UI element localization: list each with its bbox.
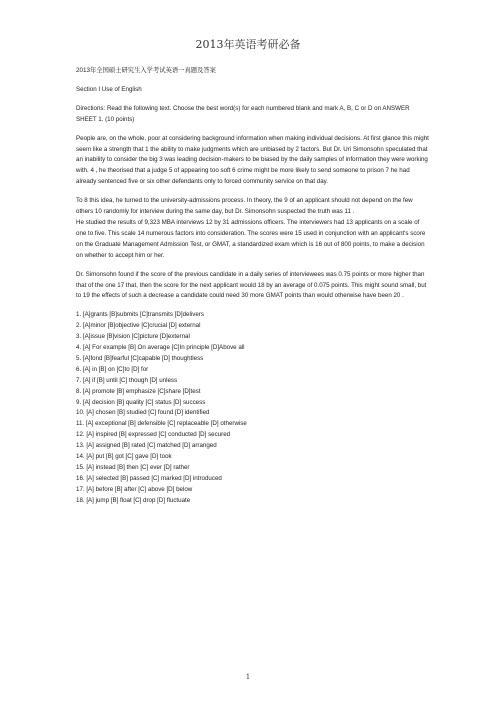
option-line: 8. [A] promote [B] emphasize [C]share [D]test [76, 387, 201, 395]
option-line: 11. [A] exceptional [B] defensible [C] replaceable [D] otherwise [76, 420, 247, 428]
option-line: 5. [A]fond [B]fearful [C]capable [D] thoughtless [76, 354, 204, 362]
option-line: 4. [A] For example [B] On average [C]In principle [D]Above all [76, 344, 245, 352]
option-line: 18. [A] jump [B] float [C] drop [D] fluctuate [76, 496, 191, 504]
page-header: 2013年英语考研必备 [195, 38, 301, 51]
document-title: 2013年全国硕士研究生入学考试英语一真题及答案 [76, 67, 216, 74]
option-line: 6. [A] in [B] on [C]to [D] for [76, 365, 149, 373]
answer-options-list [76, 310, 430, 506]
option-line: 15. [A] instead [B] then [C] ever [D] rather [76, 464, 190, 471]
option-line: 12. [A] inspired [B] expressed [C] conducted [D] secured [76, 431, 231, 439]
section-heading: Section I Use of English [76, 85, 142, 93]
paragraph: He studied the results of 9,323 MBA interviews 12 by 31 admissions officers. The interviewers had 13 applicants on a scale of one to five. This scale 14 numerous factors into consideration. The scores were 15 used in conjunction with an applicant's score on the Graduate Management Admission Test, or GMAT, a standardized exam which is 16 out of 800 points, to make a decision on whether to accept him or her. [76, 218, 426, 259]
document-body [76, 66, 430, 507]
option-line: 17. [A] before [B] after [C] above [D] below [76, 485, 193, 493]
paragraph: Dr. Simonsohn found if the score of the previous candidate in a daily series of interviewees was 0.75 points or more higher than that of the one 17 that, then the score for the next applicant would 18 by an average of 0.075 points. This might sound small, but to 19 the effects of such a decrease a candidate could need 30 more GMAT points than would otherwise have been 20 . [76, 270, 427, 300]
paragraph: To 8 this idea, he turned to the university-admissions process. In theory, the 9 of an applicant should not depend on the few others 10 randomly for interview during the same day, but Dr. Simonsohn suspected the truth was 11 . [76, 197, 413, 216]
option-line: 10. [A] chosen [B] studied [C] found [D] identified [76, 409, 210, 417]
directions-text: Directions: Read the following text. Choose the best word(s) for each numbered blank and mark A, B, C or D on ANSWER SHEET 1. (10 points) [76, 104, 410, 123]
option-line: 1. [A]grants [B]submits [C]transmits [D]delivers [76, 311, 204, 319]
option-line: 14. [A] put [B] got [C] gave [D] took [76, 453, 172, 461]
option-line: 9. [A] decision [B] quality [C] status [D] success [76, 398, 206, 406]
option-line: 13. [A] assigned [B] rated [C] matched [D] arranged [76, 442, 217, 450]
option-line: 16. [A] selected [B] passed [C] marked [D] introduced [76, 474, 222, 482]
option-line: 2. [A]minor [B]objective [C]crucial [D] external [76, 322, 201, 330]
option-line: 3. [A]issue [B]vision [C]picture [D]external [76, 333, 190, 341]
page-number: 1 [245, 673, 251, 681]
option-line: 7. [A] if [B] until [C] though [D] unless [76, 376, 178, 384]
paragraph: People are, on the whole, poor at considering background information when making individual decisions. At first glance this might seem like a strength that 1 the ability to make judgments which are unbiased by 2 factors. But Dr. Uri Simonsohn speculated that an inability to consider the big 3 was leading decision-makers to be biased by the daily samples of information they were working with. 4 , he theorised that a judge 5 of appearing too soft 6 crime might be more likely to send someone to prison 7 he had already sentenced five or six other defendants only to forced community service on that day. [76, 134, 429, 186]
